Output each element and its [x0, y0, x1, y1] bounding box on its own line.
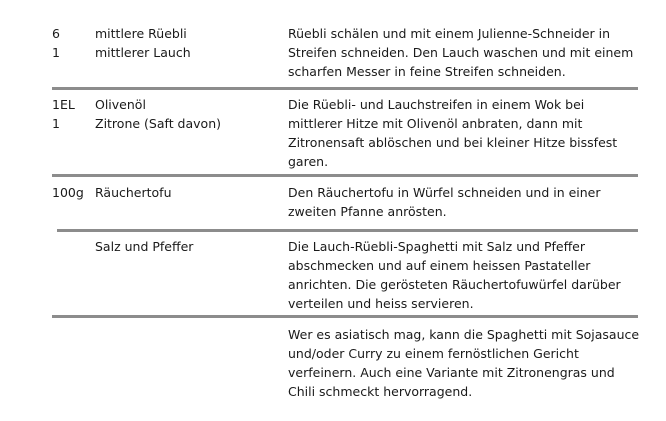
instruction-line: Rüebli schälen und mit einem Julienne-Schneider in: [288, 26, 611, 41]
instruction-line: Chili schmeckt hervorragend.: [288, 384, 473, 399]
recipe-step-2: [0, 95, 666, 175]
ingredient-column: [95, 183, 280, 202]
ingredient-column: [95, 95, 280, 133]
instruction-text: [288, 183, 628, 221]
quantity: 6: [52, 26, 60, 41]
instruction-line: scharfen Messer in feine Streifen schneiden.: [288, 64, 566, 79]
quantity-column: [52, 24, 92, 62]
recipe-step-5: [0, 325, 666, 405]
recipe-step-1: [0, 24, 666, 84]
recipe-step-3: [0, 183, 666, 223]
step-divider: [57, 229, 638, 232]
instruction-line: abschmecken und auf einem heissen Pastateller: [288, 258, 591, 273]
step-divider: [52, 174, 638, 177]
instruction-line: zweiten Pfanne anrösten.: [288, 204, 447, 219]
instruction-text: [288, 24, 634, 81]
instruction-line: verteilen und heiss servieren.: [288, 296, 474, 311]
instruction-line: Den Räuchertofu in Würfel schneiden und in einer: [288, 185, 601, 200]
instruction-text: [288, 237, 628, 313]
ingredient: mittlere Rüebli: [95, 26, 187, 41]
instruction-line: Wer es asiatisch mag, kann die Spaghetti mit Sojasauce: [288, 327, 640, 342]
instruction-line: Die Rüebli- und Lauchstreifen in einem Wok bei: [288, 97, 585, 112]
ingredient: Zitrone (Saft davon): [95, 116, 222, 131]
instruction-line: anrichten. Die gerösteten Räuchertofuwürfel darüber: [288, 277, 621, 292]
quantity: 1: [52, 116, 60, 131]
quantity-column: [52, 183, 92, 202]
quantity: 100g: [52, 185, 84, 200]
instruction-text: [288, 325, 640, 401]
ingredient: Olivenöl: [95, 97, 146, 112]
instruction-line: und/oder Curry zu einem fernöstlichen Gericht: [288, 346, 579, 361]
quantity: 1EL: [52, 97, 75, 112]
recipe-step-4: [0, 237, 666, 317]
instruction-line: mittlerer Hitze mit Olivenöl anbraten, dann mit: [288, 116, 583, 131]
instruction-text: [288, 95, 628, 171]
instruction-line: Zitronensaft ablöschen und bei kleiner Hitze bissfest: [288, 135, 618, 150]
step-divider: [52, 315, 638, 318]
quantity: 1: [52, 45, 60, 60]
ingredient: Räuchertofu: [95, 185, 172, 200]
instruction-line: garen.: [288, 154, 329, 169]
ingredient: Salz und Pfeffer: [95, 239, 194, 254]
instruction-line: Die Lauch-Rüebli-Spaghetti mit Salz und Pfeffer: [288, 239, 586, 254]
step-divider: [52, 87, 638, 90]
ingredient-column: [95, 24, 280, 62]
instruction-line: Streifen schneiden. Den Lauch waschen und mit einem: [288, 45, 634, 60]
quantity-column: [52, 95, 92, 133]
ingredient-column: [95, 237, 280, 256]
ingredient: mittlerer Lauch: [95, 45, 191, 60]
instruction-line: verfeinern. Auch eine Variante mit Zitronengras und: [288, 365, 615, 380]
